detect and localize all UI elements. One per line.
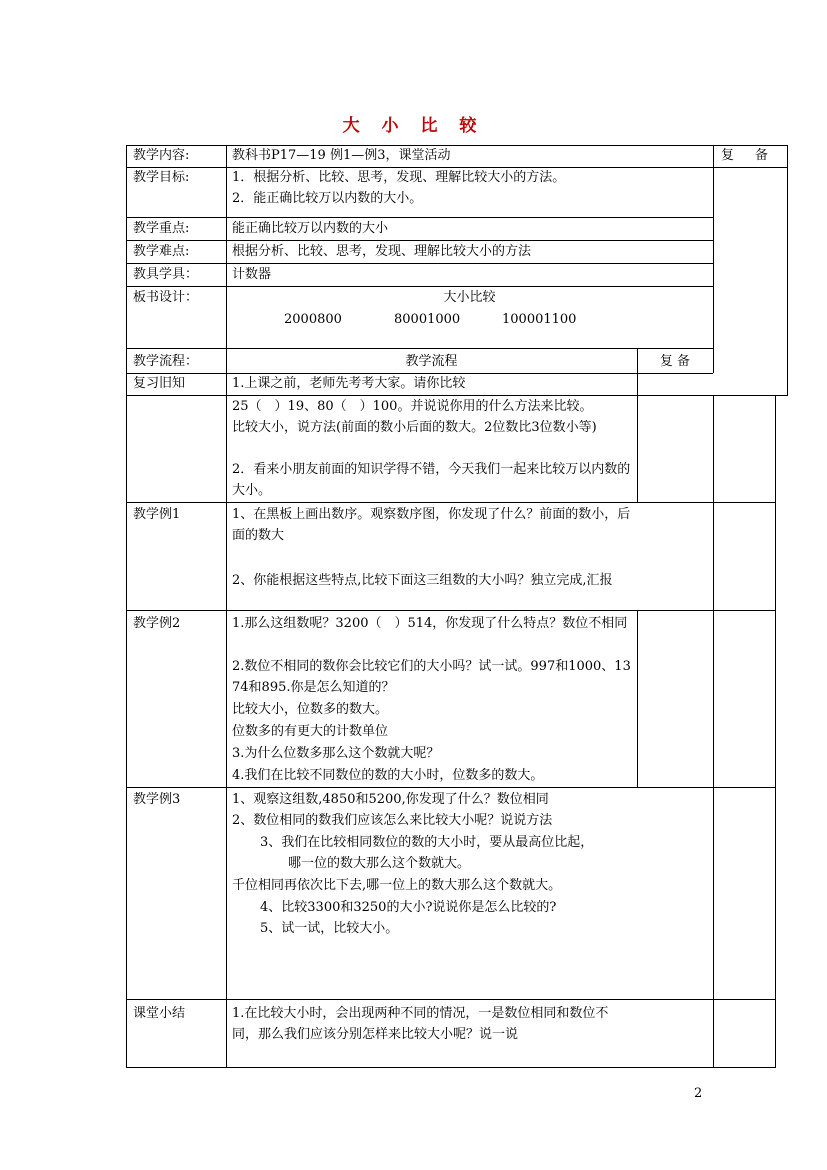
example3-label: 教学例3 [133, 792, 181, 807]
example1-label: 教学例1 [133, 507, 181, 522]
example3-line-7: 5、试一试，比较大小。 [260, 921, 399, 936]
board-number-2: 80001000 [394, 312, 461, 327]
example2-label: 教学例2 [133, 616, 181, 631]
example2-line-1: 1.那么这组数呢？3200（ ）514，你发现了什么特点？数位不相同 [232, 616, 628, 631]
example3-line-6: 4、比较3300和3250的大小?说说你是怎么比较的? [260, 900, 557, 915]
key-label: 教学重点: [133, 221, 190, 236]
example3-line-1: 1、观察这组数,4850和5200,你发现了什么？数位相同 [232, 792, 549, 807]
example3-line-3: 3、我们在比较相同数位的数的大小时，要从最高位比起， [260, 835, 594, 850]
content-label: 教学内容: [133, 148, 190, 163]
example2-line-5: 3.为什么位数多那么这个数就大呢？ [232, 746, 440, 761]
review-label: 复习旧知 [133, 376, 186, 391]
review-header: 复 备 [721, 148, 773, 163]
key-value: 能正确比较万以内数的大小 [232, 221, 389, 236]
goal-item-1: 1．根据分析、比较、思考，发现、理解比较大小的方法。 [232, 170, 566, 185]
flow-center: 教学流程 [405, 354, 458, 369]
goal-item-2: 2．能正确比较万以内数的大小。 [232, 191, 423, 206]
board-label: 板书设计： [133, 290, 199, 305]
flow-side: 复 备 [659, 354, 691, 369]
review-line-3: 比较大小，说方法(前面的数小后面的数大。2位数比3位数小等) [232, 420, 597, 435]
goals-label: 教学目标: [133, 170, 190, 185]
example1-line-2: 2、你能根据这些特点,比较下面这三组数的大小吗？独立完成,汇报 [232, 573, 613, 588]
example2-line-4: 位数多的有更大的计数单位 [232, 724, 389, 739]
board-number-3: 100001100 [502, 312, 577, 327]
tools-label: 教具学具： [133, 267, 199, 282]
content-value: 教科书P17—19 例1—例3，课堂活动 [232, 148, 451, 163]
summary-line-1: 1.在比较大小时，会出现两种不同的情况，一是数位相同和数位不同，那么我们应该分别怎样来比较大小呢？说一说 [232, 1006, 609, 1042]
example3-line-4: 哪一位的数大那么这个数就大。 [288, 856, 471, 871]
tools-value: 计数器 [232, 267, 272, 282]
board-number-1: 2000800 [284, 312, 342, 327]
example3-line-5: 千位相同再依次比下去,哪一位上的数大那么这个数就大。 [232, 878, 562, 893]
page-title: 大 小 比 较 [342, 116, 485, 136]
review-line-1: 1.上课之前，老师先考考大家。请你比较 [232, 376, 466, 391]
example2-line-3: 比较大小，位数多的数大。 [232, 702, 389, 717]
board-heading: 大小比较 [443, 290, 496, 305]
difficulty-label: 教学难点: [133, 244, 190, 259]
review-line-4: 2．看来小朋友前面的知识学得不错，今天我们一起来比较万以内数的大小。 [232, 462, 631, 498]
example2-line-2: 2.数位不相同的数你会比较它们的大小吗？试一试。997和1000、1374和895.你是怎么知道的？ [232, 659, 631, 695]
review-line-2: 25（ ）19、80（ ）100。并说说你用的什么方法来比较。 [232, 399, 593, 414]
example3-line-2: 2、数位相同的数我们应该怎么来比较大小呢？说说方法 [232, 813, 553, 828]
page-number: 2 [694, 1086, 703, 1101]
difficulty-value: 根据分析、比较、思考，发现、理解比较大小的方法 [232, 244, 532, 259]
example1-line-1: 1、在黑板上画出数序。观察数序图，你发现了什么？前面的数小，后面的数大 [232, 507, 631, 543]
flow-label: 教学流程： [133, 354, 199, 369]
example2-line-6: 4.我们在比较不同数位的数的大小时，位数多的数大。 [232, 768, 544, 783]
summary-label: 课堂小结 [133, 1006, 186, 1021]
